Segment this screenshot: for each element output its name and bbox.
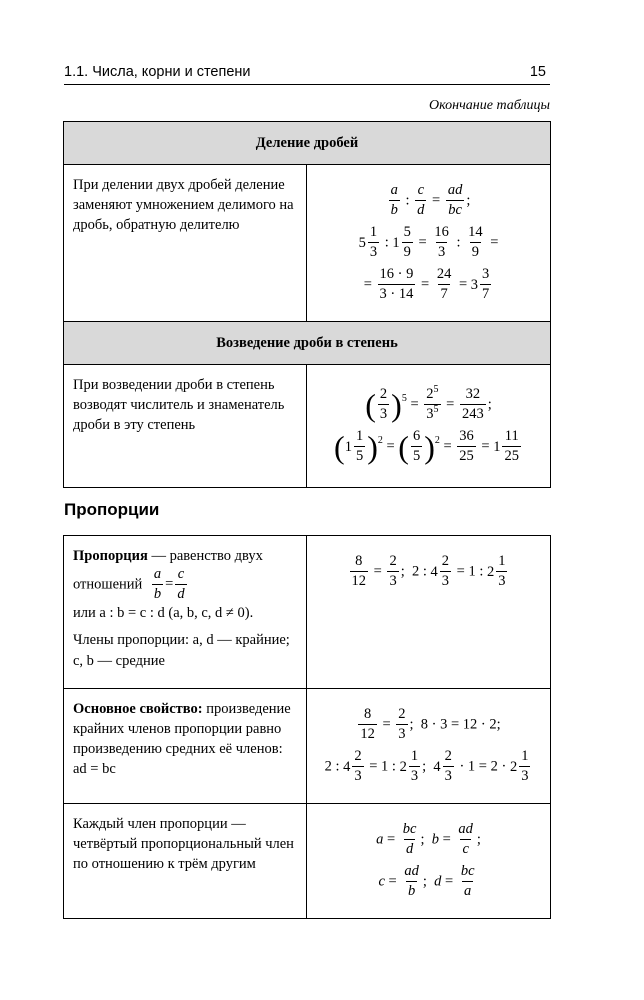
division-formulas: $\frac{a}{b}$ : $\frac{c}{d}$ = $\frac{ad}{bc}$ ; 5 1 3 : 1 5 9 = $\frac{16}{3}$ : $\frac{14}{9}$ = = $\frac{16 \cdot 9}{3 \cdot 14}$ = $\frac{24}{7}$ = 3 3 7 xyxy=(307,165,551,322)
main-property-text xyxy=(64,689,307,804)
proportion-members: Члены пропорции: a, d — крайние; c, b — средние xyxy=(73,631,290,669)
main-property-term: Основное свойство: xyxy=(73,701,203,717)
power-text: При возведении дроби в степень возводят числитель и знаменатель дроби в эту степень xyxy=(64,365,307,488)
power-formulas: ( 2 3 ) 5 = $2^5$ $3^5$ = $\frac{32}{243}$ ; ( 1 1 5 ) 2 = ( 6 5 ) 2 = $\frac{36}{25}$ = 1 11 25 xyxy=(307,365,551,488)
proportion-def-or: или a : b = c : d (a, b, c, d ≠ 0). xyxy=(73,604,254,621)
power-header: Возведение дроби в степень xyxy=(64,322,551,365)
main-property-formulas: $\frac{8}{12}$ = $\frac{2}{3}$ ; 8 · 3 = 12 · 2; 2 : 4 2 3 = 1 : 2 1 3 ; 4 2 3 · 1 = 2 · 2 1 3 xyxy=(307,689,551,804)
proportion-term: Пропорция xyxy=(73,548,148,564)
proportion-example: $\frac{8}{12}$ = $\frac{2}{3}$ ; 2 : 4 2 3 = 1 : 2 1 3 xyxy=(307,536,551,689)
fourth-member-formulas: a = $\frac{bc}{d}$ ; b = $\frac{ad}{c}$ ; c = $\frac{ad}{b}$ ; d = $\frac{bc}{a}$ xyxy=(307,804,551,919)
proportion-def-text: — равенство двух отношений xyxy=(73,548,263,593)
division-header: Деление дробей xyxy=(64,122,551,165)
division-text: При делении двух дробей деление заменяют умножением делимого на дробь, обратную делителю xyxy=(64,165,307,322)
page-number: 15 xyxy=(529,64,546,80)
fractions-table xyxy=(63,121,551,488)
proportion-definition: Пропорция — равенство двух отношений a b = c d или a : b = c : d (a, b, c, d ≠ 0). Члены пропорции: a, d — крайние; c, b — средние xyxy=(64,536,307,689)
table-continuation-note: Окончание таблицы xyxy=(429,98,550,113)
main-property-desc: произведение крайних членов пропорции равно произведению средних её членов: ad = bc xyxy=(73,701,291,777)
proportions-heading: Пропорции xyxy=(64,500,160,519)
fourth-member-text: Каждый член пропорции — четвёртый пропорциональный член по отношению к трём другим xyxy=(64,804,307,919)
proportions-table xyxy=(63,535,551,919)
section-title: 1.1. Числа, корни и степени xyxy=(64,64,251,80)
running-header xyxy=(64,62,550,85)
